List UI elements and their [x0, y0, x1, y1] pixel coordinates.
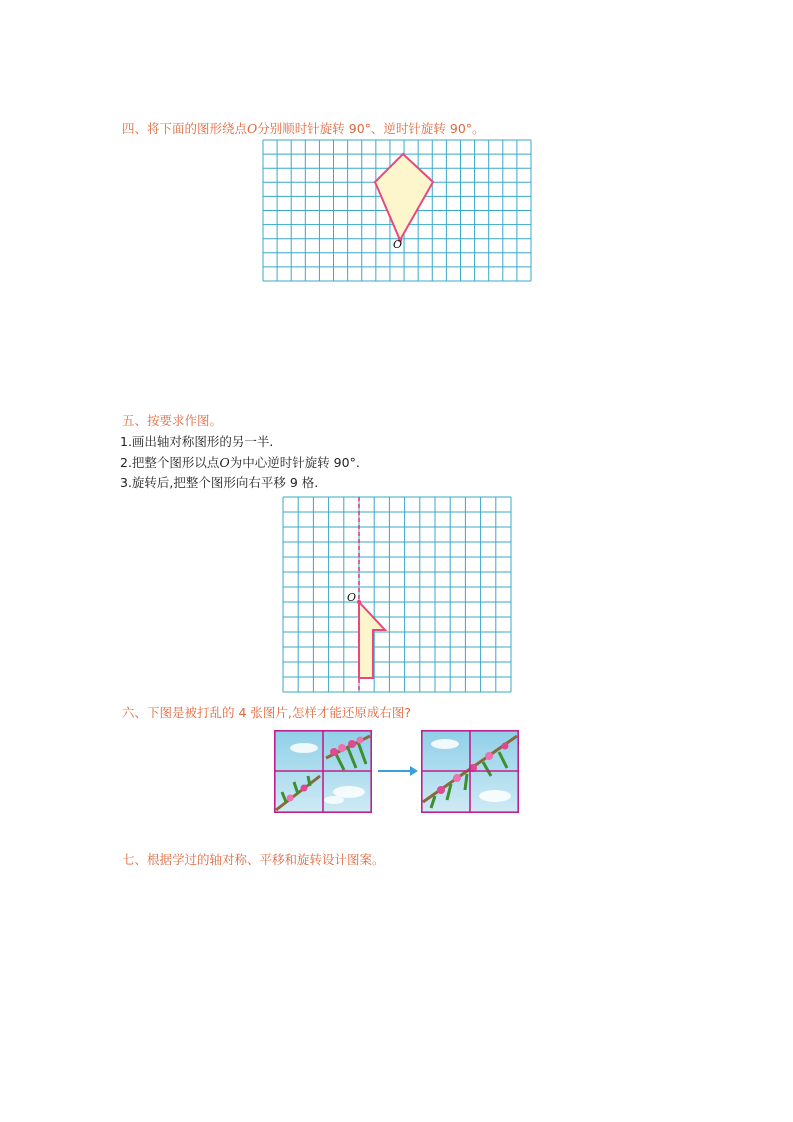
point-o-label: O — [347, 591, 357, 604]
point-o — [357, 600, 361, 604]
restored-picture — [421, 730, 519, 813]
step-3: 3.旋转后,把整个图形向右平移 9 格. — [120, 475, 319, 490]
step-2: 2.把整个图形以点O为中心逆时针旋转 90°. — [120, 455, 360, 470]
section6-title: 六、下图是被打乱的 4 张图片,怎样才能还原成右图? — [122, 705, 412, 720]
point-o-label: O — [393, 238, 403, 251]
shuffled-pictures — [274, 730, 372, 813]
section5-title: 五、按要求作图。 — [122, 413, 223, 428]
grid-kite — [263, 140, 531, 281]
arrow-icon — [376, 764, 418, 778]
step-1: 1.画出轴对称图形的另一半. — [120, 434, 274, 449]
section7-title: 七、根据学过的轴对称、平移和旋转设计图案。 — [122, 852, 385, 867]
grid-arrow — [283, 497, 511, 692]
half-arrow-shape — [359, 602, 385, 678]
kite-shape — [375, 154, 433, 240]
section4-title: 四、将下面的图形绕点O分别顺时针旋转 90°、逆时针旋转 90°。 — [122, 121, 485, 136]
